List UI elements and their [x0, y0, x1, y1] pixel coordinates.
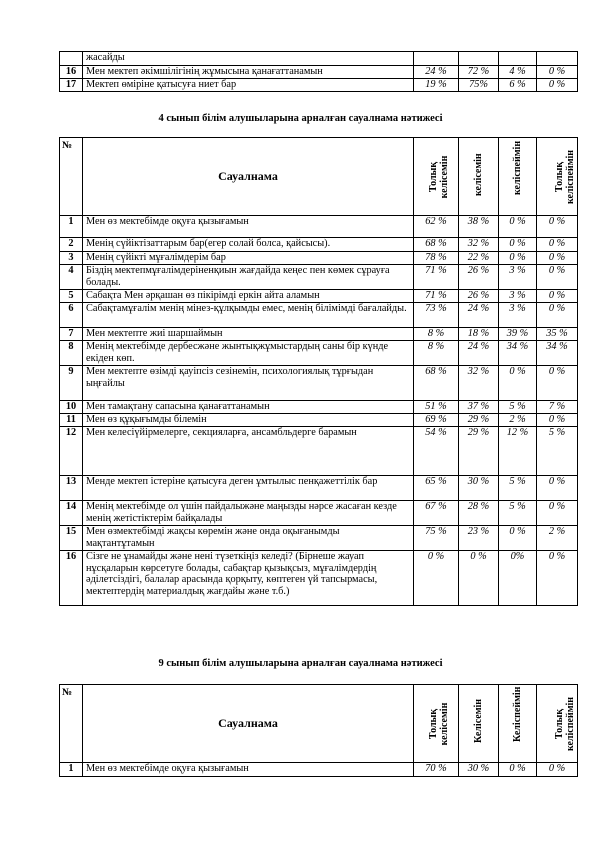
row-number: 13	[60, 476, 83, 501]
question-text: Мен өз мектебімде оқуға қызығамын	[83, 763, 414, 777]
column-agree-header: Келісемін	[459, 685, 499, 763]
row-number: 3	[60, 252, 83, 265]
grade9-title: 9 сынып білім алушыларына арналған сауалнама нәтижесі	[158, 658, 443, 669]
fully-disagree-value: 0 %	[537, 216, 578, 238]
row-number: 5	[60, 290, 83, 303]
disagree-value: 3 %	[499, 290, 537, 303]
table-row	[60, 401, 578, 414]
row-number: 10	[60, 401, 83, 414]
row-number: 11	[60, 414, 83, 427]
agree-value: 23 %	[459, 526, 499, 551]
fully-disagree-value	[537, 52, 578, 66]
disagree-value: 0 %	[499, 216, 537, 238]
fully-disagree-value: 0 %	[537, 551, 578, 606]
row-number: 8	[60, 341, 83, 366]
table-row	[60, 526, 578, 551]
fully-agree-value: 78 %	[414, 252, 459, 265]
fully-agree-value: 54 %	[414, 427, 459, 476]
disagree-value: 12 %	[499, 427, 537, 476]
fully-agree-value: 51 %	[414, 401, 459, 414]
fully-disagree-value: 0 %	[537, 366, 578, 401]
fully-agree-value: 68 %	[414, 366, 459, 401]
column-fully-agree-header: Толық келісемін	[414, 138, 459, 216]
agree-value: 26 %	[459, 265, 499, 290]
table-row	[60, 265, 578, 290]
fully-agree-value: 68 %	[414, 238, 459, 252]
fully-disagree-value: 0 %	[537, 66, 578, 79]
agree-value: 28 %	[459, 501, 499, 526]
disagree-value: 3 %	[499, 265, 537, 290]
row-number: 15	[60, 526, 83, 551]
top-results-table	[59, 51, 578, 92]
table-row	[60, 501, 578, 526]
question-text: Біздің мектепмұғалімдеріненқиын жағдайда кеңес пен көмек сұрауға болады.	[83, 265, 414, 290]
fully-agree-value: 67 %	[414, 501, 459, 526]
agree-value: 32 %	[459, 238, 499, 252]
agree-value: 26 %	[459, 290, 499, 303]
fully-disagree-value: 0 %	[537, 238, 578, 252]
question-text: Мен тамақтану сапасына қанағаттанамын	[83, 401, 414, 414]
column-disagree-header: келіспеймін	[499, 138, 537, 216]
column-fully-disagree-header: Толық келіспеймін	[537, 138, 578, 216]
fully-disagree-value: 34 %	[537, 341, 578, 366]
question-text: Менде мектеп істеріне қатысуға деген ұмтылыс пенқажеттілік бар	[83, 476, 414, 501]
table-row	[60, 427, 578, 476]
question-text: Мен өз мектебімде оқуға қызығамын	[83, 216, 414, 238]
agree-value: 38 %	[459, 216, 499, 238]
agree-value: 22 %	[459, 252, 499, 265]
column-number-header: №	[60, 138, 83, 216]
table-row	[60, 290, 578, 303]
table-row	[60, 238, 578, 252]
disagree-value: 0 %	[499, 526, 537, 551]
row-number: 17	[60, 79, 83, 92]
table-row	[60, 66, 578, 79]
agree-value: 37 %	[459, 401, 499, 414]
question-text: Мен келесіүйірмелерге, секцияларға, ансамбльдерге барамын	[83, 427, 414, 476]
row-number: 14	[60, 501, 83, 526]
question-text: Менің мектебімде ол үшін пайдалыжәне маңызды нәрсе жасаған кезде менің жетістіктерім байқалады	[83, 501, 414, 526]
grade4-header-row	[60, 138, 578, 216]
fully-disagree-value: 0 %	[537, 252, 578, 265]
disagree-value: 0 %	[499, 366, 537, 401]
table-row	[60, 216, 578, 238]
disagree-value: 39 %	[499, 328, 537, 341]
agree-value: 0 %	[459, 551, 499, 606]
question-text: Менің сүйікті мұғалімдерім бар	[83, 252, 414, 265]
agree-value: 30 %	[459, 763, 499, 777]
disagree-value: 6 %	[499, 79, 537, 92]
fully-agree-value: 8 %	[414, 341, 459, 366]
table-row	[60, 341, 578, 366]
agree-value: 75%	[459, 79, 499, 92]
fully-agree-value: 65 %	[414, 476, 459, 501]
column-agree-header: келісемін	[459, 138, 499, 216]
fully-disagree-value: 0 %	[537, 414, 578, 427]
agree-value: 72 %	[459, 66, 499, 79]
agree-value: 24 %	[459, 341, 499, 366]
agree-value: 30 %	[459, 476, 499, 501]
question-text: Сабақта Мен әрқашан өз пікірімді еркін айта аламын	[83, 290, 414, 303]
row-number: 7	[60, 328, 83, 341]
row-number: 16	[60, 66, 83, 79]
table-row	[60, 79, 578, 92]
fully-agree-value: 71 %	[414, 290, 459, 303]
question-text: Сізге не ұнамайды және нені түзеткіңіз келеді? (Бірнеше жауап нұсқаларын көрсетуге болады, сабақтар қызықсыз, мұғалімдердің әділетсіздігі, балалар арасында қорқыту, көптеген үй тапсырмасы, мектептердің материалдық жағдайы және т.б.)	[83, 551, 414, 606]
table-row	[60, 366, 578, 401]
fully-agree-value: 70 %	[414, 763, 459, 777]
disagree-value: 0%	[499, 551, 537, 606]
column-fully-agree-header: Толық келісемін	[414, 685, 459, 763]
disagree-value: 5 %	[499, 501, 537, 526]
question-text: Мен өзмектебімді жақсы көремін және онда оқығанымды мақтантұтамын	[83, 526, 414, 551]
fully-disagree-value: 0 %	[537, 303, 578, 328]
row-number: 9	[60, 366, 83, 401]
column-disagree-header: Келіспеймін	[499, 685, 537, 763]
table-row	[60, 763, 578, 777]
fully-agree-value: 8 %	[414, 328, 459, 341]
question-text: Мектеп өміріне қатысуға ниет бар	[83, 79, 414, 92]
agree-value: 24 %	[459, 303, 499, 328]
fully-disagree-value: 7 %	[537, 401, 578, 414]
disagree-value: 2 %	[499, 414, 537, 427]
row-number: 16	[60, 551, 83, 606]
disagree-value: 4 %	[499, 66, 537, 79]
row-number: 1	[60, 763, 83, 777]
row-number	[60, 52, 83, 66]
fully-disagree-value: 0 %	[537, 501, 578, 526]
question-text: Мен мектепте өзімді қауіпсіз сезінемін, психологиялық тұрғыдан ыңғайлы	[83, 366, 414, 401]
agree-value: 29 %	[459, 427, 499, 476]
fully-disagree-value: 5 %	[537, 427, 578, 476]
row-number: 4	[60, 265, 83, 290]
fully-agree-value: 75 %	[414, 526, 459, 551]
column-survey-header: Сауалнама	[83, 685, 414, 763]
question-text: Менің сүйіктізаттарым бар(егер солай болса, қайсысы).	[83, 238, 414, 252]
fully-disagree-value: 0 %	[537, 79, 578, 92]
table-row	[60, 303, 578, 328]
disagree-value: 0 %	[499, 238, 537, 252]
fully-agree-value: 24 %	[414, 66, 459, 79]
question-text: Мен мектепте жиі шаршаймын	[83, 328, 414, 341]
agree-value	[459, 52, 499, 66]
question-text: Мен мектеп әкімшілігінің жұмысына қанағаттанамын	[83, 66, 414, 79]
row-number: 6	[60, 303, 83, 328]
fully-agree-value: 71 %	[414, 265, 459, 290]
fully-disagree-value: 0 %	[537, 265, 578, 290]
disagree-value: 5 %	[499, 476, 537, 501]
table-row	[60, 551, 578, 606]
grade4-table-body	[60, 216, 578, 606]
disagree-value: 3 %	[499, 303, 537, 328]
grade9-header-row	[60, 685, 578, 763]
column-fully-disagree-header: Толық келіспеймін	[537, 685, 578, 763]
agree-value: 29 %	[459, 414, 499, 427]
fully-agree-value: 73 %	[414, 303, 459, 328]
column-survey-header: Сауалнама	[83, 138, 414, 216]
disagree-value: 5 %	[499, 401, 537, 414]
disagree-value: 34 %	[499, 341, 537, 366]
table-row	[60, 414, 578, 427]
agree-value: 32 %	[459, 366, 499, 401]
question-text: жасайды	[83, 52, 414, 66]
grade4-title: 4 сынып білім алушыларына арналған сауалнама нәтижесі	[158, 113, 443, 124]
table-row	[60, 476, 578, 501]
fully-disagree-value: 0 %	[537, 476, 578, 501]
grade9-results-table	[59, 684, 578, 777]
table-row	[60, 328, 578, 341]
fully-disagree-value: 35 %	[537, 328, 578, 341]
row-number: 2	[60, 238, 83, 252]
agree-value: 18 %	[459, 328, 499, 341]
fully-agree-value: 62 %	[414, 216, 459, 238]
table-row	[60, 252, 578, 265]
disagree-value: 0 %	[499, 763, 537, 777]
grade4-results-table	[59, 137, 578, 606]
row-number: 1	[60, 216, 83, 238]
fully-agree-value	[414, 52, 459, 66]
disagree-value: 0 %	[499, 252, 537, 265]
fully-agree-value: 69 %	[414, 414, 459, 427]
top-table-body	[60, 52, 578, 92]
fully-disagree-value: 2 %	[537, 526, 578, 551]
question-text: Менің мектебімде дербесжәне жынтықжұмыстардың саны бір күнде екіден көп.	[83, 341, 414, 366]
disagree-value	[499, 52, 537, 66]
row-number: 12	[60, 427, 83, 476]
question-text: Мен өз құқығымды білемін	[83, 414, 414, 427]
fully-disagree-value: 0 %	[537, 290, 578, 303]
fully-agree-value: 19 %	[414, 79, 459, 92]
fully-agree-value: 0 %	[414, 551, 459, 606]
column-number-header: №	[60, 685, 83, 763]
table-row	[60, 52, 578, 66]
fully-disagree-value: 0 %	[537, 763, 578, 777]
question-text: Сабақтамұғалім менің мінез-құлқымды емес, менің білімімді бағалайды.	[83, 303, 414, 328]
grade9-table-body	[60, 763, 578, 777]
